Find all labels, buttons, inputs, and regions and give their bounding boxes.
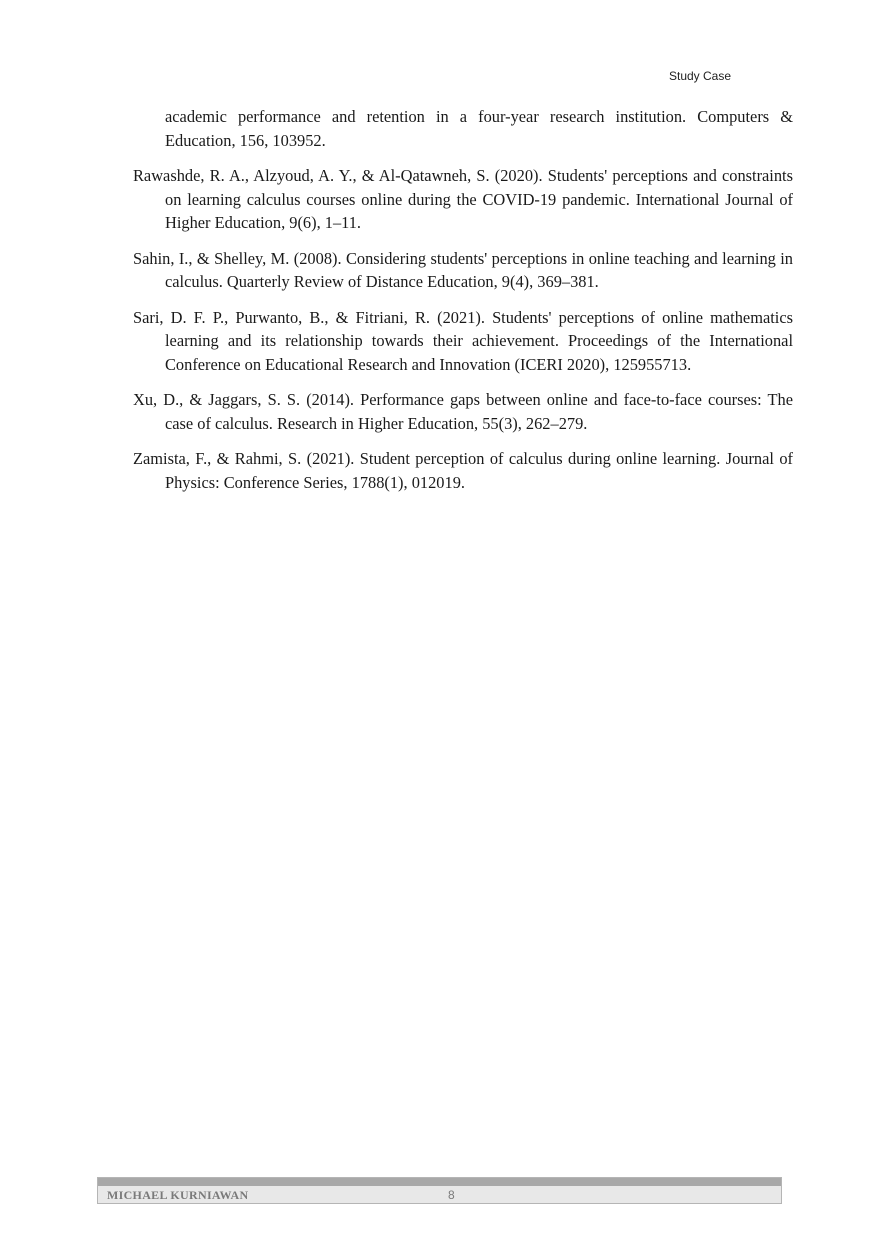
page-footer (97, 1177, 782, 1204)
reference-entry: academic performance and retention in a four-year research institution. Computers & Education, 156, 103952. (165, 107, 793, 150)
reference-list (133, 105, 793, 506)
reference-entry: Xu, D., & Jaggars, S. S. (2014). Performance gaps between online and face-to-face courses: The case of calculus. Research in Higher Education, 55(3), 262–279. (133, 390, 793, 433)
reference-entry: Sari, D. F. P., Purwanto, B., & Fitriani, R. (2021). Students' perceptions of online mathematics learning and its relationship towards their achievement. Proceedings of the International Conference on Educational Research and Innovation (ICERI 2020), 125955713. (133, 307, 793, 374)
reference-entry: Zamista, F., & Rahmi, S. (2021). Student perception of calculus during online learning. Journal of Physics: Conference Series, 1788(1), 012019. (133, 449, 793, 492)
footer-author: MICHAEL KURNIAWAN (107, 1188, 249, 1202)
running-header: Study Case (669, 69, 732, 83)
reference-entry: Rawashde, R. A., Alzyoud, A. Y., & Al-Qatawneh, S. (2020). Students' perceptions and constraints on learning calculus courses online during the COVID-19 pandemic. International Journal of Higher Education, 9(6), 1–11. (133, 166, 793, 232)
page-number: 8 (448, 1188, 455, 1202)
footer-bar (98, 1178, 781, 1186)
reference-entry: Sahin, I., & Shelley, M. (2008). Considering students' perceptions in online teaching and learning in calculus. Quarterly Review of Distance Education, 9(4), 369–381. (133, 248, 793, 291)
